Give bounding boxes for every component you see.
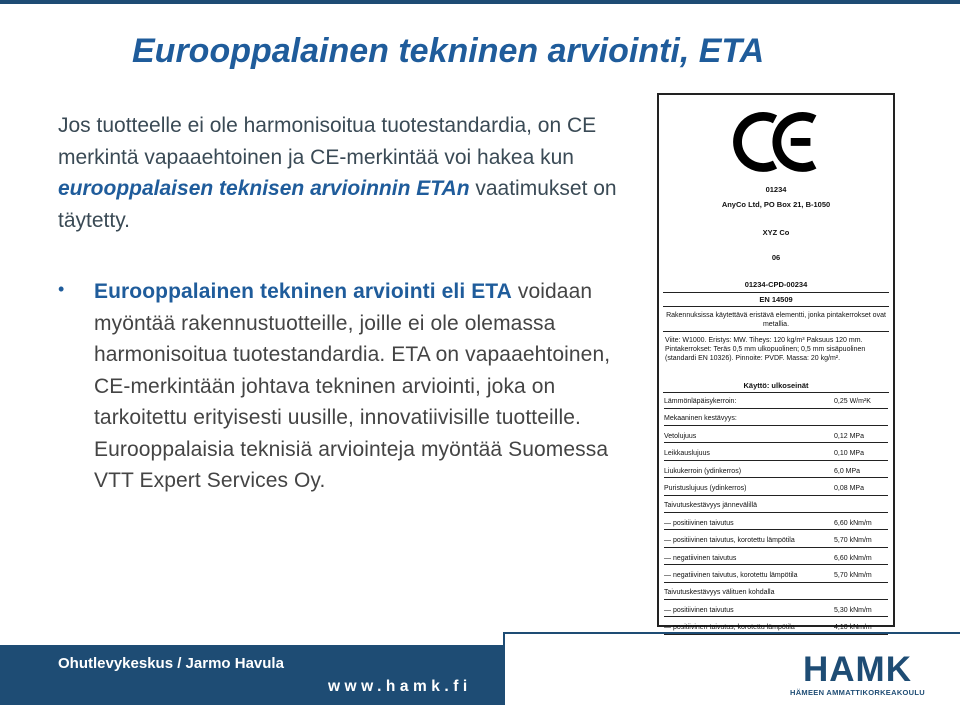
ce-row-label: — positiivinen taivutus bbox=[664, 606, 734, 614]
bullet-body: voidaan myöntää rakennustuotteille, joille ei ole olemassa harmonisoitua tuotestandardia. ETA on vapaaehtoinen, CE-merkintään johtava tekninen arviointi, joka on tarkoitettu erityisesti uusille, innovatiivisille tuotteille. Eurooppalaisia teknisiä arviointeja myöntää Suomessa VTT Expert Services Oy. bbox=[94, 280, 611, 492]
ce-row-value: 5,70 kNm/m bbox=[834, 572, 872, 579]
ce-row bbox=[664, 499, 888, 513]
bullet-dot-icon: • bbox=[58, 279, 65, 299]
bullet-text bbox=[94, 276, 648, 497]
ce-row bbox=[664, 430, 888, 444]
ce-divider bbox=[663, 306, 889, 307]
ce-row-value: 0,12 MPa bbox=[834, 432, 864, 440]
ce-row-value: 5,70 kNm/m bbox=[834, 537, 872, 545]
intro-text-1: Jos tuotteelle ei ole harmonisoitua tuotestandardia, on CE merkintä vapaaehtoinen ja CE-merkintää voi hakea kun bbox=[58, 114, 597, 169]
ce-row-label: — negatiivinen taivutus bbox=[664, 554, 737, 562]
ce-row-label: Puristuslujuus (ydinkerros) bbox=[664, 485, 747, 492]
ce-specification: Viite: W1000. Eristys: MW. Tiheys: 120 kg/m³ Paksuus 120 mm. Pintakerrokset: Teräs 0,5 mm ulkopuolinen; 0,5 mm sisäpuolinen (standardi EN 10326). Pinnoite: PVDF. Massa: 20 kg/m². bbox=[665, 337, 866, 362]
ce-row-label: — positiivinen taivutus, korotettu lämpötila bbox=[664, 624, 795, 632]
hamk-logo-word: HAMK bbox=[803, 650, 912, 689]
ce-row bbox=[664, 569, 888, 583]
hamk-logo-subtitle: HÄMEEN AMMATTIKORKEAKOULU bbox=[790, 688, 925, 697]
bullet-item bbox=[58, 276, 648, 497]
ce-certificate: 01234-CPD-00234 bbox=[744, 280, 808, 289]
ce-row-label: Lämmönläpäisykerroin: bbox=[664, 398, 737, 405]
slide-title: Eurooppalainen tekninen arviointi, ETA bbox=[132, 32, 765, 70]
ce-row-label: — positiivinen taivutus bbox=[664, 519, 734, 527]
footer-bar bbox=[0, 645, 503, 705]
ce-row-label: Mekaaninen kestävyys: bbox=[664, 415, 737, 423]
footer-url-link[interactable]: www.hamk.fi bbox=[328, 678, 472, 695]
ce-row bbox=[664, 552, 888, 566]
ce-row bbox=[664, 447, 888, 461]
ce-row-value: 6,60 kNm/m bbox=[834, 554, 872, 562]
ce-row bbox=[664, 412, 888, 426]
ce-year: 06 bbox=[771, 253, 781, 262]
intro-emphasis: eurooppalaisen teknisen arvioinnin ETAn bbox=[58, 177, 470, 200]
ce-row-label: — negatiivinen taivutus, korotettu lämpötila bbox=[664, 572, 798, 579]
ce-row bbox=[664, 395, 888, 409]
ce-row-value: 6,0 MPa bbox=[834, 467, 861, 475]
ce-marking-label bbox=[657, 93, 895, 632]
ce-row-value: 0,08 MPa bbox=[834, 485, 864, 492]
ce-row bbox=[664, 586, 888, 600]
ce-standard: EN 14509 bbox=[759, 295, 793, 304]
ce-row-label: — positiivinen taivutus, korotettu lämpötila bbox=[664, 537, 795, 545]
ce-row bbox=[664, 604, 888, 618]
ce-row-value: 0,10 MPa bbox=[834, 450, 864, 458]
ce-row-label: Taivutuskestävyys välituen kohdalla bbox=[664, 589, 775, 597]
ce-product: XYZ Co bbox=[762, 228, 790, 237]
intro-text-2: vaatimukset on täytetty. bbox=[58, 177, 617, 232]
ce-row-label: Vetolujuus bbox=[664, 432, 697, 440]
ce-divider bbox=[663, 292, 889, 293]
bullet-lead: Eurooppalainen tekninen arviointi eli ETA bbox=[94, 280, 512, 303]
ce-divider bbox=[663, 392, 889, 393]
ce-company: AnyCo Ltd, PO Box 21, B-1050 bbox=[721, 200, 831, 209]
ce-mark-icon bbox=[659, 103, 893, 175]
ce-row-value: 5,30 kNm/m bbox=[834, 606, 872, 614]
ce-row-label: Leikkauslujuus bbox=[664, 450, 710, 458]
ce-notified-body: 01234 bbox=[765, 185, 787, 194]
hamk-logo bbox=[780, 652, 935, 700]
ce-description: Rakennuksissa käytettävä eristävä elementti, jonka pintakerrokset ovat metallia. bbox=[666, 312, 886, 328]
intro-paragraph bbox=[58, 110, 643, 236]
top-rule bbox=[0, 0, 960, 4]
ce-row-label: Taivutuskestävyys jännevälillä bbox=[664, 502, 757, 510]
ce-row-value: 4,10 kNm/m bbox=[834, 624, 872, 632]
ce-row bbox=[664, 534, 888, 548]
ce-row-value: 6,60 kNm/m bbox=[834, 519, 872, 527]
ce-usage: Käyttö: ulkoseinät bbox=[743, 381, 809, 390]
ce-row bbox=[664, 465, 888, 479]
footer-author: Ohutlevykeskus / Jarmo Havula bbox=[58, 655, 284, 672]
ce-row-value: 0,25 W/m²K bbox=[834, 398, 871, 405]
ce-divider bbox=[663, 331, 889, 332]
footer-divider bbox=[503, 632, 960, 634]
ce-row bbox=[664, 482, 888, 496]
ce-row-label: Liukukerroin (ydinkerros) bbox=[664, 467, 742, 475]
footer-divider bbox=[503, 632, 505, 705]
ce-row bbox=[664, 517, 888, 531]
